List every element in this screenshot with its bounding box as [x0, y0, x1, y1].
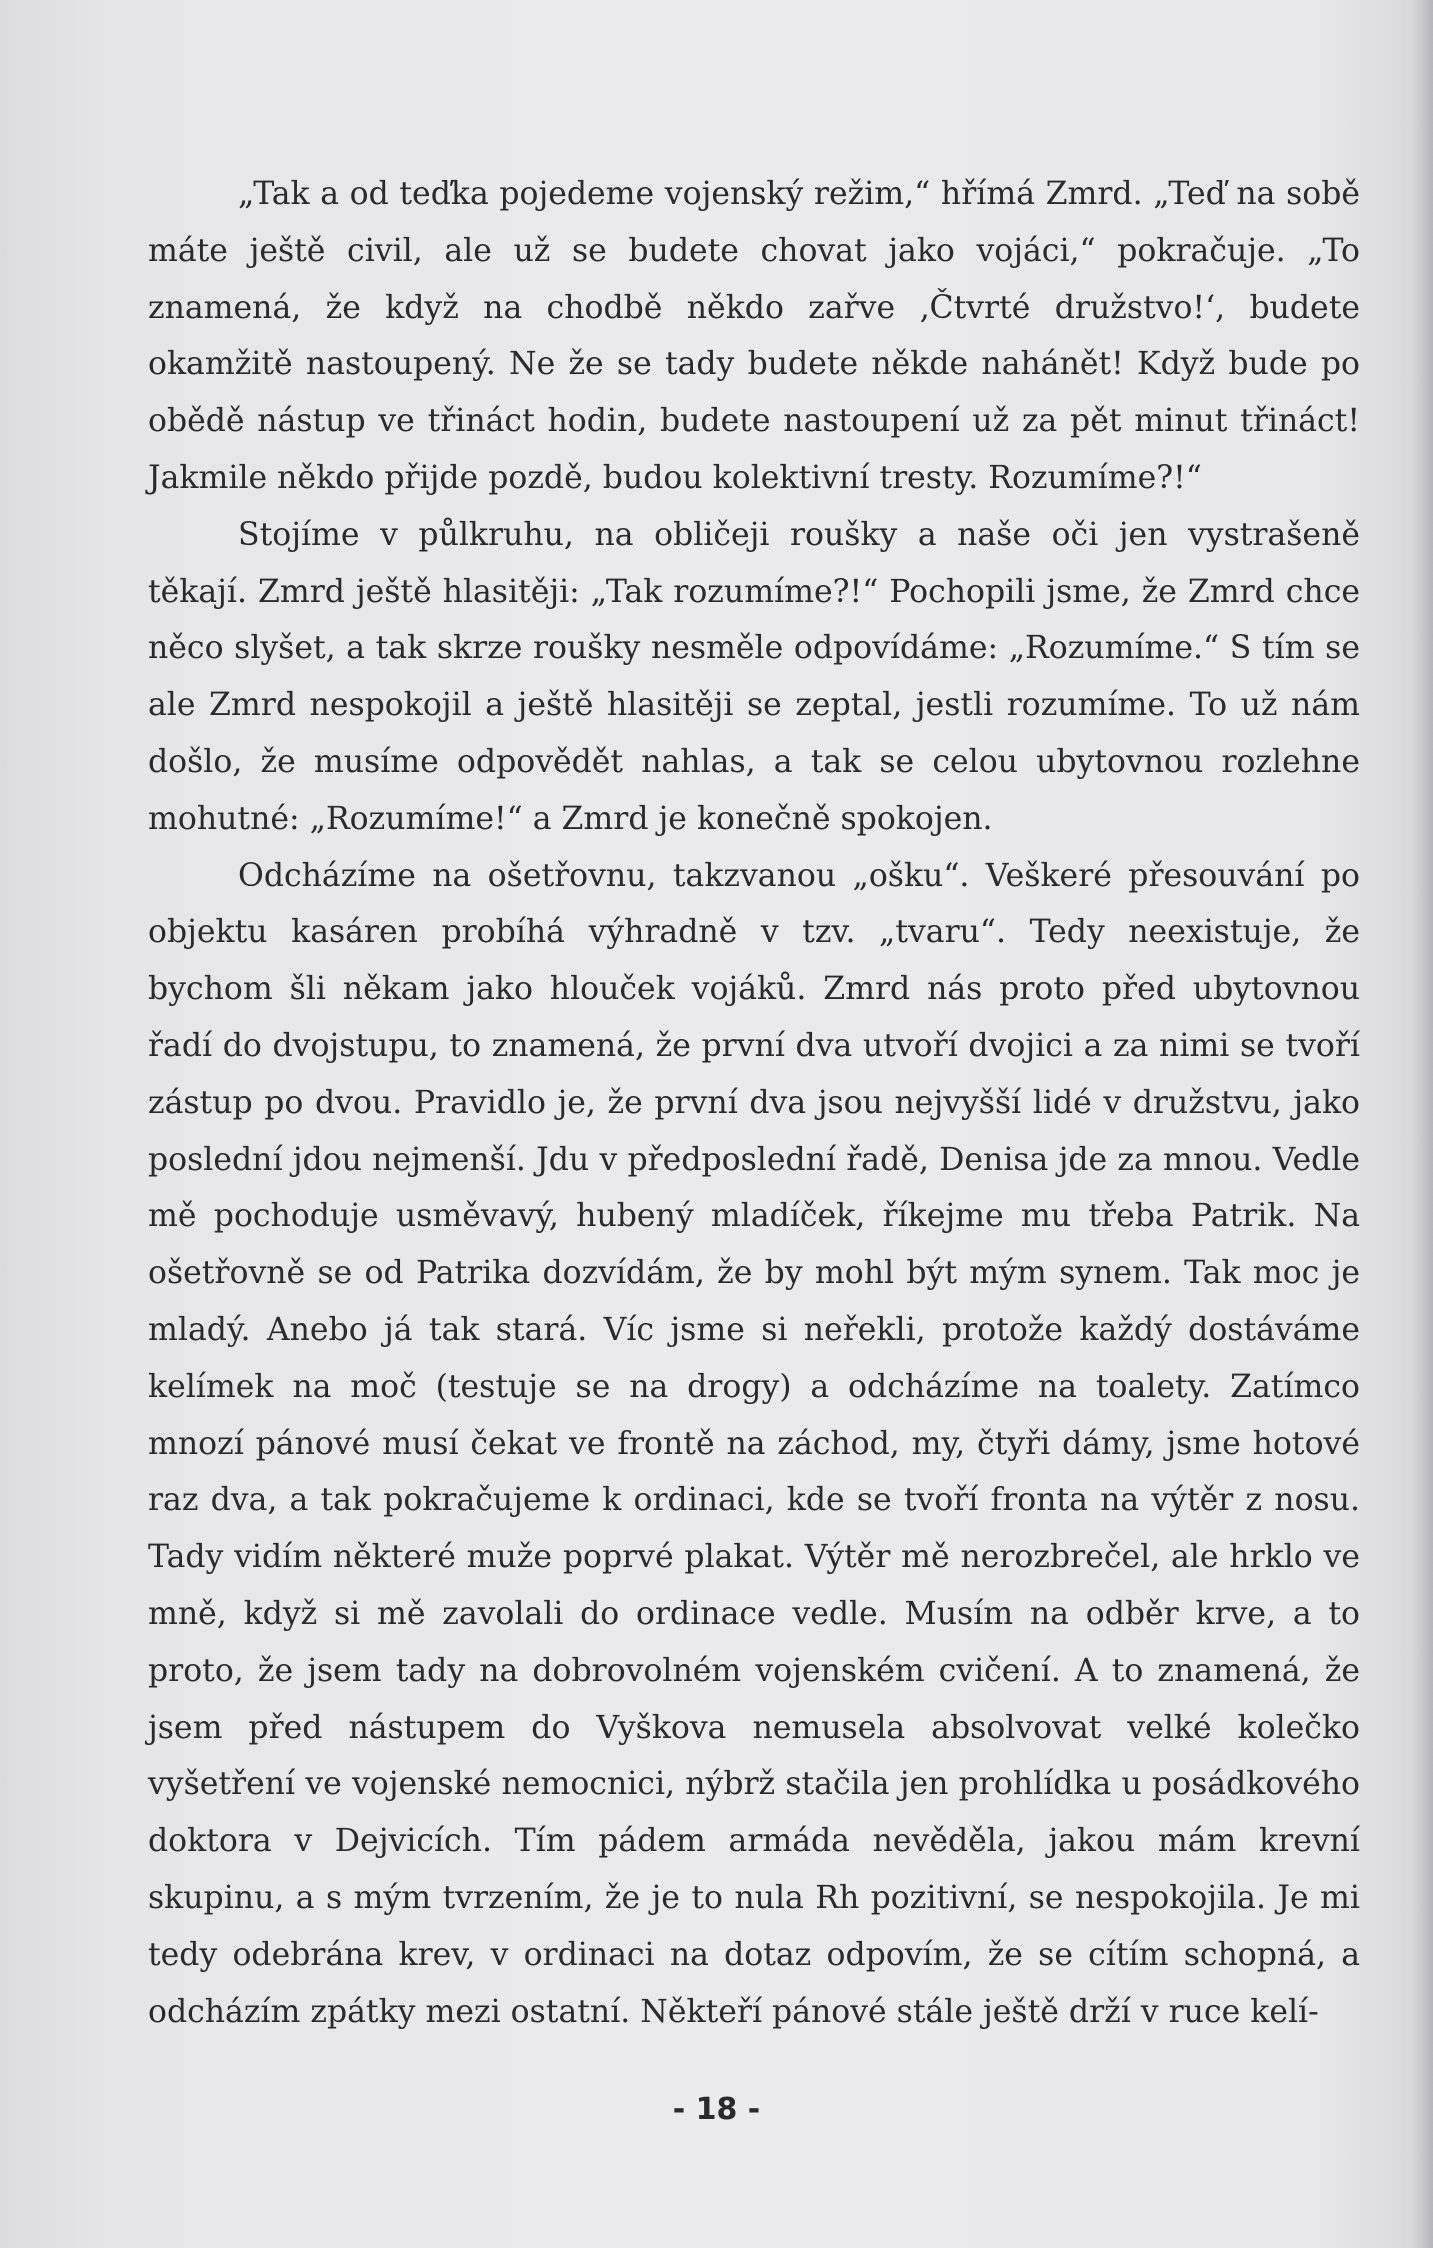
page-number: - 18 -	[672, 2092, 761, 2127]
page-edge-shadow	[1411, 0, 1433, 2248]
paragraph-1: „Tak a od teďka pojedeme vojenský režim,“ hřímá Zmrd. „Teď na sobě máte ještě civil, ale už se budete chovat jako vojáci,“ pokračuje. „To znamená, že když na chodbě někdo zařve ‚Čtvrté družstvo!‘, budete okamžitě nastoupený. Ne že se tady budete někde nahánět! Když bude po obědě nástup ve třináct hodin, budete nastoupení už za pět minut třináct! Jakmile někdo přijde pozdě, budou kolektivní tresty. Rozumíme?!“	[148, 176, 1360, 496]
paragraph-3: Odcházíme na ošetřovnu, takzvanou „ošku“. Veškeré přesouvání po objektu kasáren probíhá výhradně v tzv. „tvaru“. Tedy neexistuje, že bychom šli někam jako hlouček vojáků. Zmrd nás proto před ubytovnou řadí do dvojstupu, to znamená, že první dva utvoří dvojici a za nimi se tvoří zástup po dvou. Pravidlo je, že první dva jsou nejvyšší lidé v družstvu, jako poslední jdou nejmenší. Jdu v předposlední řadě, Denisa jde za mnou. Vedle mě pochoduje usměvavý, hubený mladíček, říkejme mu třeba Patrik. Na ošetřovně se od Patrika dozvídám, že by mohl být mým synem. Tak moc je mladý. Anebo já tak stará. Víc jsme si neřekli, protože každý dostáváme kelímek na moč (testuje se na drogy) a odcházíme na toalety. Zatímco mnozí pánové musí čekat ve frontě na záchod, my, čtyři dámy, jsme hotové raz dva, a tak pokračujeme k ordinaci, kde se tvoří fronta na výtěr z nosu. Tady vidím některé muže poprvé plakat. Výtěr mě nerozbrečel, ale hrklo ve mně, když si mě zavolali do ordinace vedle. Musím na odběr krve, a to proto, že jsem tady na dobrovolném vojenském cvičení. A to znamená, že jsem před nástupem do Vyškova nemusela absolvovat velké kolečko vyšetření ve vojenské nemocnici, nýbrž stačila jen prohlídka u posádkového doktora v Dejvicích. Tím pádem armáda nevěděla, jakou mám krevní skupinu, a s mým tvrzením, že je to nula Rh pozitivní, se nespokojila. Je mi tedy odebrána krev, v ordinaci na dotaz odpovím, že se cítím schopná, a odcházím zpátky mezi ostatní. Někteří pánové stále ještě drží v ruce kelí-	[148, 857, 1360, 2030]
paragraph-2: Stojíme v půlkruhu, na obličeji roušky a naše oči jen vystrašeně těkají. Zmrd ještě hlasitěji: „Tak rozumíme?!“ Pochopili jsme, že Zmrd chce něco slyšet, a tak skrze roušky nesměle odpovídáme: „Rozumíme.“ S tím se ale Zmrd nespokojil a ještě hlasitěji se zeptal, jestli rozumíme. To už nám došlo, že musíme odpovědět nahlas, a tak se celou ubytovnou rozlehne mohutné: „Rozumíme!“ a Zmrd je konečně spokojen.	[148, 516, 1360, 837]
body-text	[148, 166, 1360, 2040]
